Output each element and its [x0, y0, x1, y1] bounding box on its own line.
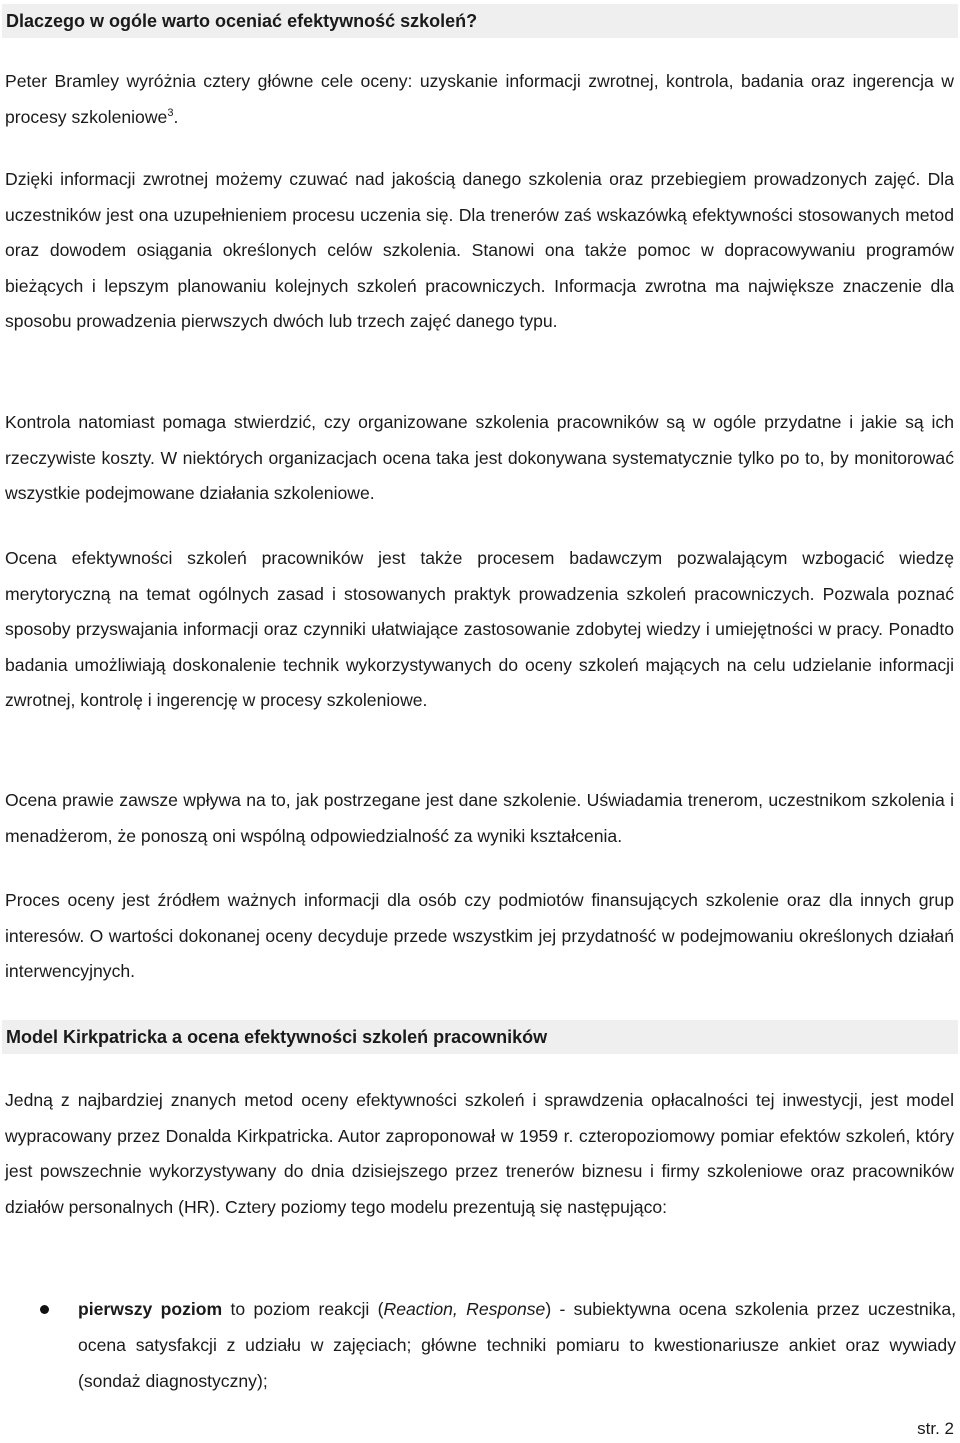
paragraph-financing: Proces oceny jest źródłem ważnych informacji dla osób czy podmiotów finansujących szkolenie oraz dla innych grup interesów. O wartości dokonanej oceny decyduje przede wszystkim jej przydatność w podejmowaniu określonych działań interwencyjnych.	[5, 890, 954, 982]
paragraph-research: Ocena efektywności szkoleń pracowników jest także procesem badawczym pozwalającym wzbogacić wiedzę merytoryczną na temat ogólnych zasad i stosowanych praktyk prowadzenia szkoleń pracowniczych. Pozwala poznać sposoby przyswajania informacji oraz czynniki ułatwiające zastosowanie zdobytej wiedzy i umiejętności w pracy. Ponadto badania umożliwiają doskonalenie technik wykorzystywanych do oceny szkoleń mających na celu udzielanie informacji zwrotnej, kontrolę i ingerencję w procesy szkoleniowe.	[5, 548, 954, 711]
paragraph-perception: Ocena prawie zawsze wpływa na to, jak postrzegane jest dane szkolenie. Uświadamia trenerom, uczestnikom szkolenia i menadżerom, że ponoszą oni wspólną odpowiedzialność za wyniki kształcenia.	[5, 790, 954, 846]
bullet-italic-term: Reaction, Response	[383, 1299, 546, 1319]
paragraph-feedback: Dzięki informacji zwrotnej możemy czuwać nad jakością danego szkolenia oraz przebiegiem prowadzonych zajęć. Dla uczestników jest ona uzupełnieniem procesu uczenia się. Dla trenerów zaś wskazówką efektywności stosowanych metod oraz dowodem osiągania określonych celów szkolenia. Stanowi ona także pomoc w dopracowywaniu programów bieżących i lepszym planowaniu kolejnych szkoleń pracowniczych. Informacja zwrotna ma największe znaczenie dla sposobu prowadzenia pierwszych dwóch lub trzech zajęć danego typu.	[5, 169, 954, 332]
bullet-text-rest: ) - subiektywna ocena szkolenia przez uczestnika, ocena satysfakcji z udziału w zajęciach; główne techniki pomiaru to kwestionariusze ankiet oraz wywiady (sondaż diagnostyczny);	[78, 1299, 956, 1391]
section-heading-kirkpatrick: Model Kirkpatricka a ocena efektywności szkoleń pracowników	[2, 1020, 958, 1054]
list-item-level-1	[78, 1291, 956, 1399]
paragraph-text-end: .	[173, 106, 179, 127]
paragraph-kirkpatrick-model: Jedną z najbardziej znanych metod oceny efektywności szkoleń i sprawdzenia opłacalności tej inwestycji, jest model wypracowany przez Donalda Kirkpatricka. Autor zaproponował w 1959 r. czteropoziomowy pomiar efektów szkoleń, który jest powszechnie wykorzystywany do dnia dzisiejszego przez trenerów biznesu i firmy szkoleniowe oraz pracowników działów personalnych (HR). Cztery poziomy tego modelu prezentują się następująco:	[5, 1090, 954, 1217]
bullet-bold-term: pierwszy poziom	[78, 1299, 223, 1319]
bullet-text: to poziom reakcji (	[222, 1299, 384, 1319]
paragraph-bramley	[5, 64, 954, 135]
paragraph-text: Peter Bramley wyróżnia cztery główne cele oceny: uzyskanie informacji zwrotnej, kontrola, badania oraz ingerencja w procesy szkoleniowe	[5, 71, 954, 127]
paragraph-control: Kontrola natomiast pomaga stwierdzić, czy organizowane szkolenia pracowników są w ogóle przydatne i jakie są ich rzeczywiste koszty. W niektórych organizacjach ocena taka jest dokonywana systematycznie tylko po to, by monitorować wszystkie podejmowane działania szkoleniowe.	[5, 412, 954, 504]
section-heading-why-evaluate: Dlaczego w ogóle warto oceniać efektywność szkoleń?	[2, 4, 958, 38]
page-number: str. 2	[917, 1419, 954, 1438]
bullet-icon	[40, 1305, 49, 1314]
footnote-ref: 3	[167, 106, 174, 119]
